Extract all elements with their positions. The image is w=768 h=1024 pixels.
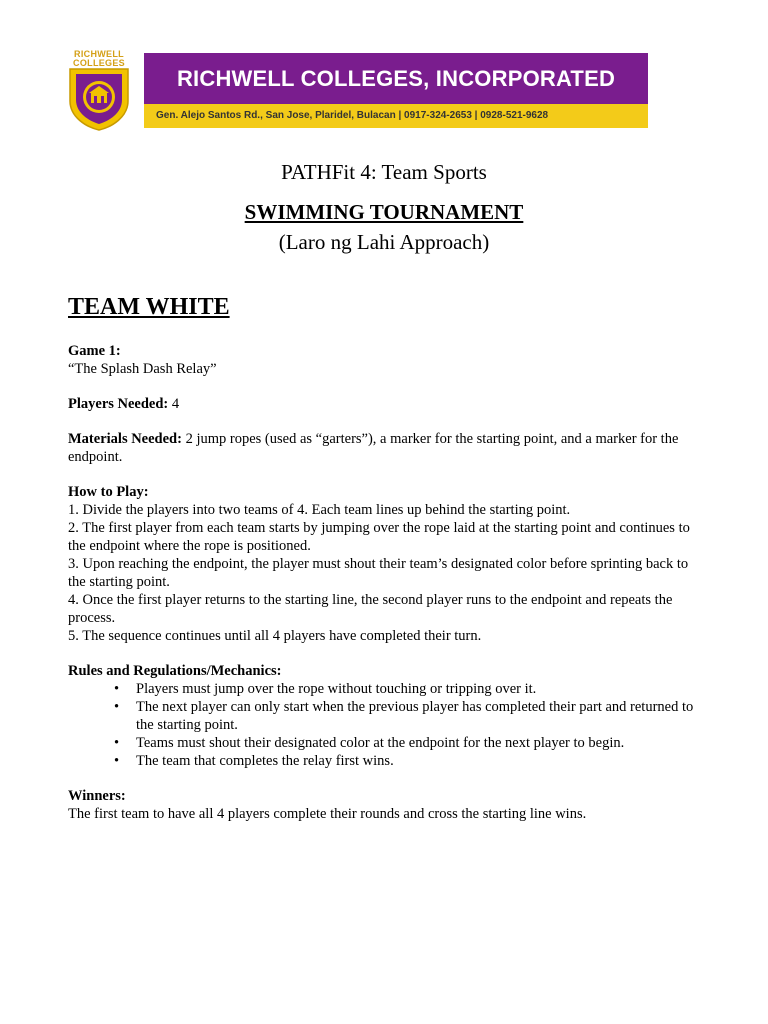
bullet-icon: • <box>114 681 120 697</box>
game-section <box>68 342 708 378</box>
college-address: Gen. Alejo Santos Rd., San Jose, Plaridel, Bulacan | 0917-324-2653 | 0928-521-9628 <box>156 110 549 121</box>
howto-step: 1. Divide the players into two teams of 4. Each team lines up behind the starting point. <box>68 502 571 518</box>
players-section <box>68 395 708 413</box>
rule-item <box>68 698 708 734</box>
document-body <box>68 342 708 840</box>
approach-subtitle: (Laro ng Lahi Approach) <box>278 230 490 254</box>
course-title: PATHFit 4: Team Sports <box>281 160 487 184</box>
college-logo <box>64 50 134 132</box>
letterhead-title-bar <box>144 53 648 104</box>
winners-section <box>68 787 708 823</box>
shield-icon <box>64 67 134 131</box>
rule-text: Teams must shout their designated color at the endpoint for the next player to begin. <box>136 735 625 751</box>
tournament-title: SWIMMING TOURNAMENT <box>244 200 524 224</box>
winners-label: Winners: <box>68 788 126 804</box>
game-label: Game 1: <box>68 343 121 359</box>
rule-text: The next player can only start when the previous player has completed their part and returned to the starting point. <box>136 699 694 733</box>
college-name: RICHWELL COLLEGES, INCORPORATED <box>176 66 616 91</box>
materials-section <box>68 430 708 466</box>
howto-step: 5. The sequence continues until all 4 players have completed their turn. <box>68 628 482 644</box>
materials-label: Materials Needed: <box>68 431 182 447</box>
howto-label: How to Play: <box>68 484 149 500</box>
rule-item <box>68 752 708 770</box>
letterhead <box>0 0 768 140</box>
letterhead-address-bar <box>144 104 648 128</box>
materials-value: 2 jump ropes (used as “garters”), a marker for the starting point, and a marker for the endpoint. <box>68 431 679 465</box>
howto-step: 2. The first player from each team starts by jumping over the rope laid at the starting point and continues to the endpoint where the rope is positioned. <box>68 520 690 554</box>
rules-label: Rules and Regulations/Mechanics: <box>68 663 282 679</box>
howto-step: 4. Once the first player returns to the starting line, the second player runs to the endpoint and repeats the process. <box>68 592 673 626</box>
howto-step: 3. Upon reaching the endpoint, the player must shout their team’s designated color before sprinting back to the starting point. <box>68 556 689 590</box>
bullet-icon: • <box>114 753 120 769</box>
logo-text-line1: RICHWELL <box>74 49 124 59</box>
rule-text: The team that completes the relay first wins. <box>136 753 394 769</box>
rule-item <box>68 680 708 698</box>
players-label: Players Needed: <box>68 396 169 412</box>
rules-list <box>68 680 708 770</box>
logo-text-line2: COLLEGES <box>73 58 125 68</box>
rule-text: Players must jump over the rope without touching or tripping over it. <box>136 681 537 697</box>
rule-item <box>68 734 708 752</box>
rules-section <box>68 662 708 770</box>
team-heading: TEAM WHITE <box>68 294 230 320</box>
howto-section <box>68 483 708 645</box>
bullet-icon: • <box>114 735 120 751</box>
bullet-icon: • <box>114 699 120 715</box>
game-name: “The Splash Dash Relay” <box>68 361 217 377</box>
winners-text: The first team to have all 4 players complete their rounds and cross the starting line wins. <box>68 806 587 822</box>
players-value: 4 <box>168 396 180 412</box>
